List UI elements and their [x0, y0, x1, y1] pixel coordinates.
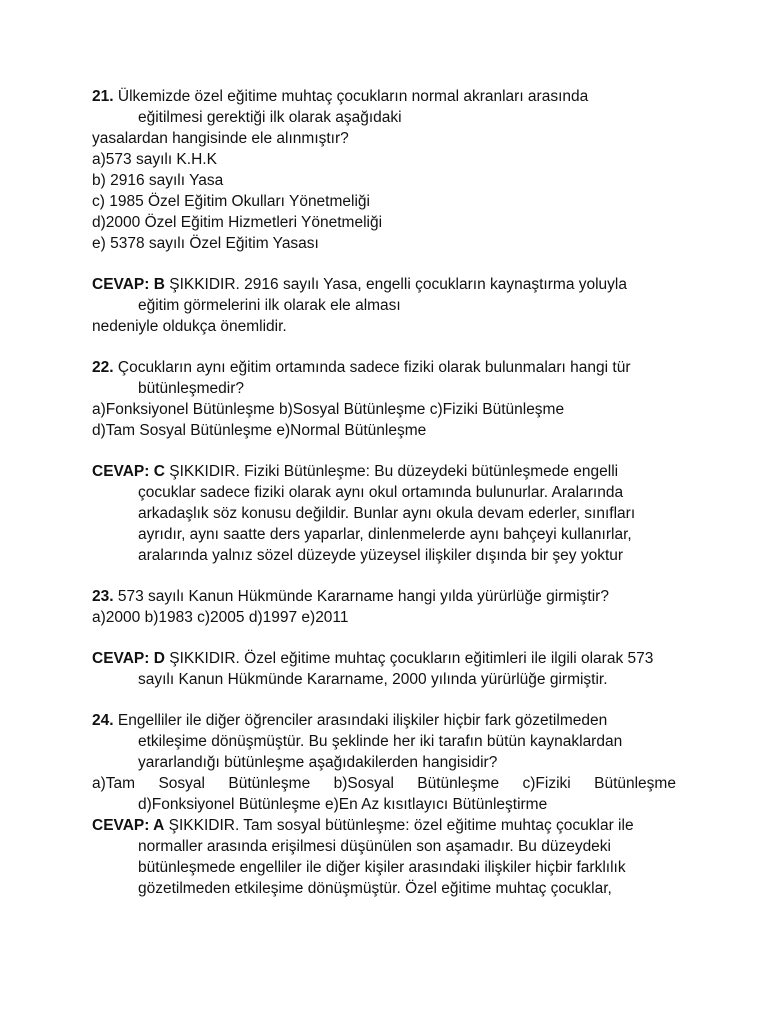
q22-answer-line2: çocuklar sadece fiziki olarak aynı okul ortamında bulunurlar. Aralarında: [138, 484, 624, 501]
q24-number: 24.: [92, 712, 114, 729]
q24-option-word-1: a)Tam: [92, 775, 136, 792]
q22-answer-line5: aralarında yalnız sözel düzeyde yüzeysel ilişkiler dışında bir şey yoktur: [138, 547, 624, 564]
q24-text-1: Engelliler ile diğer öğrenciler arasındaki ilişkiler hiçbir fark gözetilmeden: [117, 712, 608, 729]
q21-line1: [92, 86, 676, 107]
q21-answer-label: CEVAP: B: [92, 276, 165, 293]
q24-options-line2: d)Fonksiyonel Bütünleşme e)En Az kısıtlayıcı Bütünleştirme: [138, 796, 548, 813]
q21-answer-line1: [92, 274, 627, 295]
q23-answer-text-1: ŞIKKIDIR. Özel eğitime muhtaç çocukların eğitimleri ile ilgili olarak 573: [169, 650, 654, 667]
q24-line1: [92, 710, 607, 731]
q21-line2: eğitilmesi gerektiği ilk olarak aşağıdaki: [138, 109, 402, 126]
q24-answer-line4: gözetilmeden etkileşime dönüşmüştür. Özel eğitime muhtaç çocuklar,: [138, 880, 612, 897]
q23-answer-line2: sayılı Kanun Hükmünde Kararname, 2000 yılında yürürlüğe girmiştir.: [138, 671, 608, 688]
q21-option-a: a)573 sayılı K.H.K: [92, 151, 217, 168]
q24-option-word-2: Sosyal: [158, 775, 205, 792]
q21-text-1: Ülkemizde özel eğitime muhtaç çocukların normal akranları arasında: [117, 88, 589, 105]
q21-number: 21.: [92, 88, 114, 105]
q22-line1: [92, 357, 631, 378]
q21-option-c: c) 1985 Özel Eğitim Okulları Yönetmeliği: [92, 193, 370, 210]
q22-text-1: Çocukların aynı eğitim ortamında sadece fiziki olarak bulunmaları hangi tür: [117, 359, 631, 376]
q23-answer-label: CEVAP: D: [92, 650, 165, 667]
q24-answer-line3: bütünleşmede engelliler ile diğer kişiler arasındaki ilişkiler hiçbir farklılık: [138, 859, 626, 876]
q22-number: 22.: [92, 359, 114, 376]
q21-option-d: d)2000 Özel Eğitim Hizmetleri Yönetmeliği: [92, 214, 383, 231]
q22-answer-line4: ayrıdır, aynı saatte ders yaparlar, dinlenmelerde aynı bahçeyi kullanırlar,: [138, 526, 632, 543]
q24-answer-text-1: ŞIKKIDIR. Tam sosyal bütünleşme: özel eğitime muhtaç çocuklar ile: [168, 817, 634, 834]
q21-line3: yasalardan hangisinde ele alınmıştır?: [92, 130, 349, 147]
q22-options-line2: d)Tam Sosyal Bütünleşme e)Normal Bütünleşme: [92, 422, 427, 439]
q22-answer-line1: [92, 461, 618, 482]
q23-line1: [92, 586, 609, 607]
q22-options-line1: a)Fonksiyonel Bütünleşme b)Sosyal Bütünleşme c)Fiziki Bütünleşme: [92, 401, 565, 418]
q24-options-line1: [92, 773, 676, 794]
q21-option-e: e) 5378 sayılı Özel Eğitim Yasası: [92, 235, 319, 252]
q21-answer-line2: eğitim görmelerini ilk olarak ele alması: [138, 297, 401, 314]
q21-option-b: b) 2916 sayılı Yasa: [92, 172, 224, 189]
q24-line2: etkileşime dönüşmüştür. Bu şeklinde her iki tarafın bütün kaynaklardan: [138, 733, 623, 750]
q24-answer-label: CEVAP: A: [92, 817, 165, 834]
q23-number: 23.: [92, 588, 114, 605]
q23-options-line1: a)2000 b)1983 c)2005 d)1997 e)2011: [92, 609, 349, 626]
q22-answer-line3: arkadaşlık söz konusu değildir. Bunlar aynı okula devam ederler, sınıfları: [138, 505, 636, 522]
q24-option-word-6: c)Fiziki: [522, 775, 571, 792]
q24-answer-line2: normaller arasında erişilmesi düşünülen son aşamadır. Bu düzeydeki: [138, 838, 611, 855]
q22-answer-text-1: ŞIKKIDIR. Fiziki Bütünleşme: Bu düzeydeki bütünleşmede engelli: [169, 463, 619, 480]
q24-option-word-3: Bütünleşme: [228, 775, 311, 792]
q24-option-word-7: Bütünleşme: [594, 775, 676, 792]
q22-answer-label: CEVAP: C: [92, 463, 165, 480]
q23-text-1: 573 sayılı Kanun Hükmünde Kararname hangi yılda yürürlüğe girmiştir?: [117, 588, 609, 605]
q24-answer-line1: [92, 815, 634, 836]
q22-line2: bütünleşmedir?: [138, 380, 244, 397]
q24-option-word-5: Bütünleşme: [417, 775, 500, 792]
q24-line3: yararlandığı bütünleşme aşağıdakilerden hangisidir?: [138, 754, 498, 771]
q21-answer-text-1: ŞIKKIDIR. 2916 sayılı Yasa, engelli çocukların kaynaştırma yoluyla: [169, 276, 627, 293]
q21-answer-line3: nedeniyle oldukça önemlidir.: [92, 318, 287, 335]
q23-answer-line1: [92, 648, 653, 669]
q24-option-word-4: b)Sosyal: [333, 775, 394, 792]
